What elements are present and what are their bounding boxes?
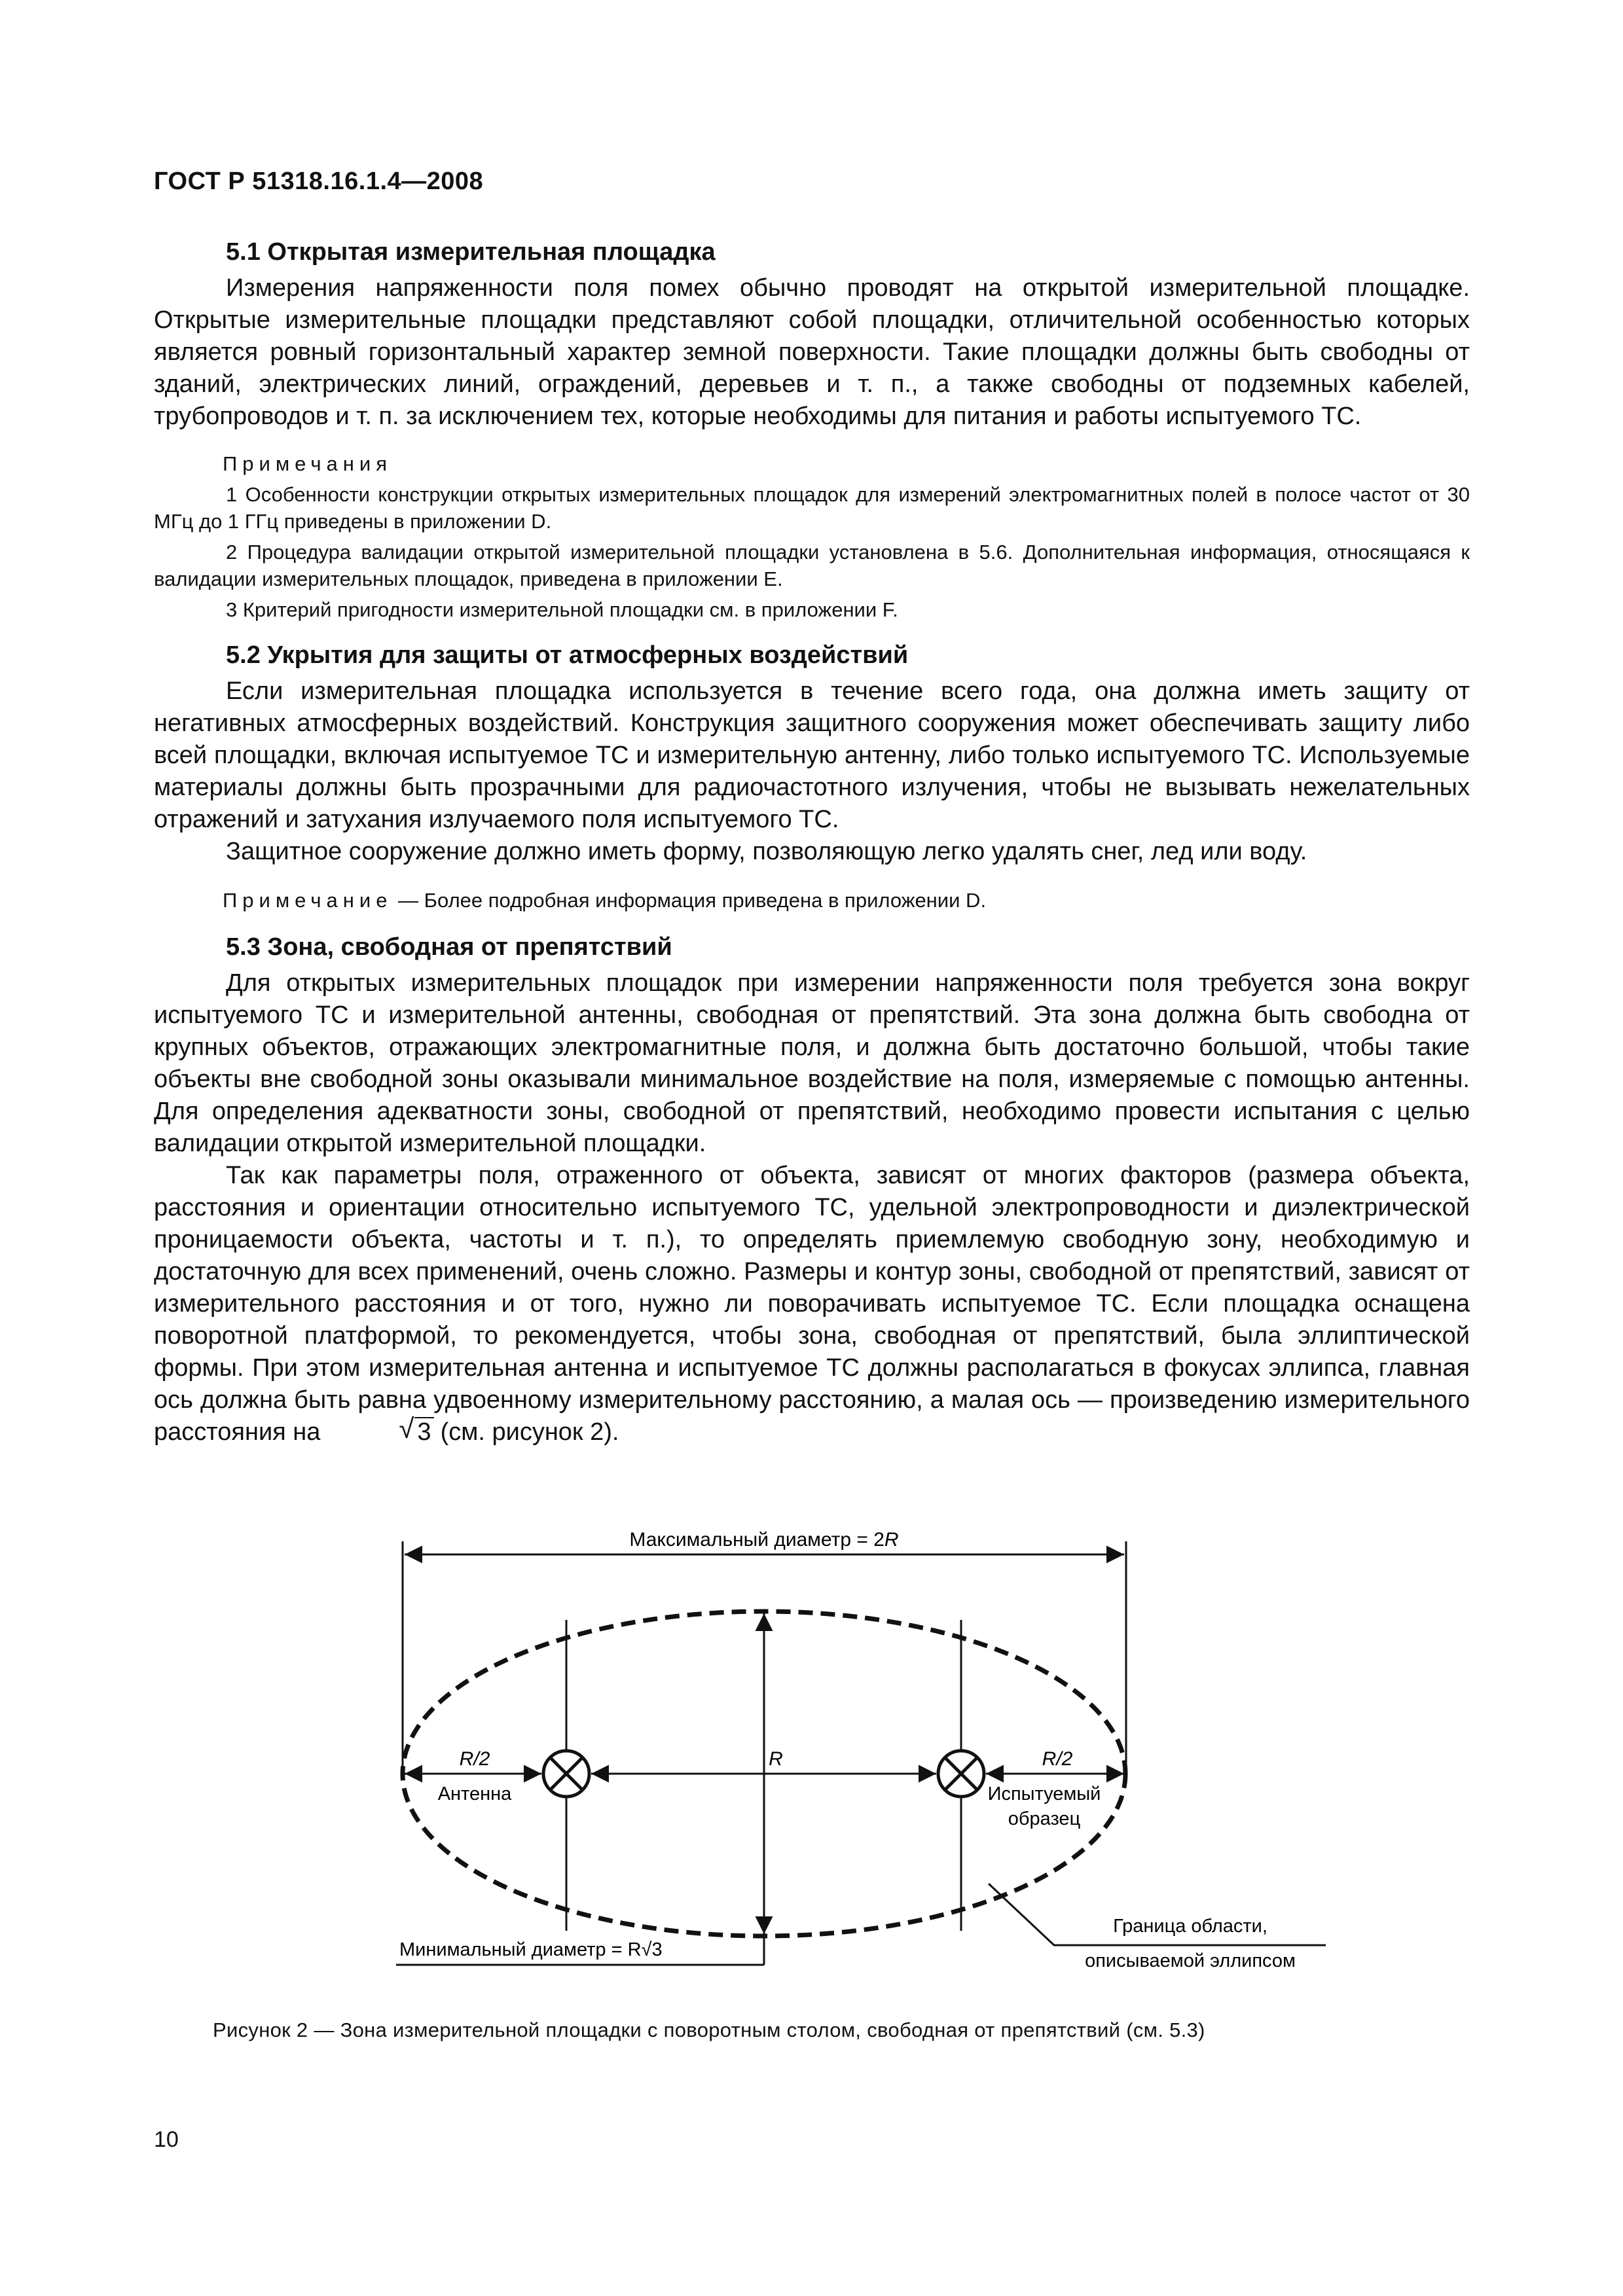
section-5-2-note xyxy=(154,886,1470,915)
note-3: 3 Критерий пригодности измерительной площадки см. в приложении F. xyxy=(226,598,898,621)
min-diameter-label: Минимальный диаметр = R√3 xyxy=(399,1939,663,1960)
right-half-r-label: R/2 xyxy=(1042,1748,1073,1770)
figure-2 xyxy=(367,1505,1349,1977)
section-5-3-text-2b: (см. рисунок 2). xyxy=(440,1418,619,1446)
boundary-label-line2: описываемой эллипсом xyxy=(1085,1950,1296,1971)
sample-focus-icon xyxy=(938,1751,984,1797)
section-5-2-title: 5.2 Укрытия для защиты от атмосферных воздействий xyxy=(226,641,909,669)
section-5-1-text: Измерения напряженности поля помех обычно проводят на открытой измерительной площадке. Открытые измерительные площадки представляют собой площадки, отличительной особенностью которых является ровный горизонтальный характер земной поверхности. Такие площадки должны быть свободны от зданий, электрических линий, ограждений, деревьев и т. п., а также свободны от подземных кабелей, трубопроводов и т. п. за исключением тех, которые необходимы для питания и работы испытуемого ТС. xyxy=(154,274,1470,430)
note-2: 2 Процедура валидации открытой измерительной площадки установлена в 5.6. Дополнительная информация, относящаяся к валидации измерительных площадок, приведена в приложении Е. xyxy=(154,541,1470,590)
section-5-3-text-1: Для открытых измерительных площадок при измерении напряженности поля требуется зона вокруг испытуемого ТС и измерительной антенны, свободная от препятствий. Эта зона должна быть свободна от крупных объектов, отражающих электромагнитные поля, и должна быть достаточно большой, чтобы такие объекты вне свободной зоны оказывали минимальное воздействие на поля, измеряемые с помощью антенны. Для определения адекватности зоны, свободной от препятствий, необходимо провести испытания с целью валидации открытой измерительной площадки. xyxy=(154,969,1470,1157)
note-label: Примечание xyxy=(223,889,393,912)
section-5-3-text-2 xyxy=(154,1160,1470,1448)
section-5-1-title: 5.1 Открытая измерительная площадка xyxy=(226,238,716,266)
document-header: ГОСТ Р 51318.16.1.4—2008 xyxy=(154,168,484,195)
ellipse-zone-diagram xyxy=(367,1505,1349,1977)
section-5-3-title: 5.3 Зона, свободная от препятствий xyxy=(226,933,672,961)
sqrt-value: 3 xyxy=(414,1417,433,1446)
antenna-focus-icon xyxy=(543,1751,589,1797)
page-number: 10 xyxy=(154,2127,179,2152)
antenna-label: Антенна xyxy=(437,1784,512,1804)
note-text: — Более подробная информация приведена в приложении D. xyxy=(392,889,987,912)
center-r-label: R xyxy=(769,1748,783,1770)
figure-caption: Рисунок 2 — Зона измерительной площадки с поворотным столом, свободная от препятствий (см. 5.3) xyxy=(213,2018,1205,2041)
note-1: 1 Особенности конструкции открытых измерительных площадок для измерений электромагнитных полей в полосе частот от 30 МГц до 1 ГГц приведены в приложении D. xyxy=(154,483,1470,533)
max-diameter-label: Максимальный диаметр = 2R xyxy=(629,1529,899,1551)
sqrt-expression: √ 3 xyxy=(327,1416,433,1448)
section-5-2-text-2: Защитное сооружение должно иметь форму, позволяющую легко удалять снег, лед или воду. xyxy=(226,838,1307,865)
notes-heading: Примечания xyxy=(223,452,392,475)
section-5-2-text-1: Если измерительная площадка используется в течение всего года, она должна иметь защиту от негативных атмосферных воздействий. Конструкция защитного сооружения может обеспечивать защиту либо всей площадки, включая испытуемое ТС и измерительную антенну, либо только испытуемого ТС. Используемые материалы должны быть прозрачными для радиочастотного излучения, чтобы не вызывать нежелательных отражений и затухания излучаемого поля испытуемого ТС. xyxy=(154,677,1470,833)
left-half-r-label: R/2 xyxy=(459,1748,490,1770)
section-5-3-text-2a: Так как параметры поля, отраженного от объекта, зависят от многих факторов (размера объекта, расстояния и ориентации относительно испытуемого ТС, удельной электропроводности и диэлектрической проницаемости объекта, частоты и т. п.), то определять приемлемую свободную зону, необходимую и достаточную для всех применений, очень сложно. Размеры и контур зоны, свободной от препятствий, зависят от измерительного расстояния и от того, нужно ли поворачивать испытуемое ТС. Если площадка оснащена поворотной платформой, то рекомендуется, чтобы зона, свободная от препятствий, была эллиптической формы. При этом измерительная антенна и испытуемое ТС должны располагаться в фокусах эллипса, главная ось должна быть равна удвоенному измерительному расстоянию, а малая ось — произведению измерительного расстояния на xyxy=(154,1162,1470,1446)
sample-label-line1: Испытуемый xyxy=(987,1784,1101,1804)
sample-label-line2: образец xyxy=(1008,1808,1081,1829)
boundary-label-line1: Граница области, xyxy=(1113,1916,1267,1937)
document-body xyxy=(154,236,1470,1448)
